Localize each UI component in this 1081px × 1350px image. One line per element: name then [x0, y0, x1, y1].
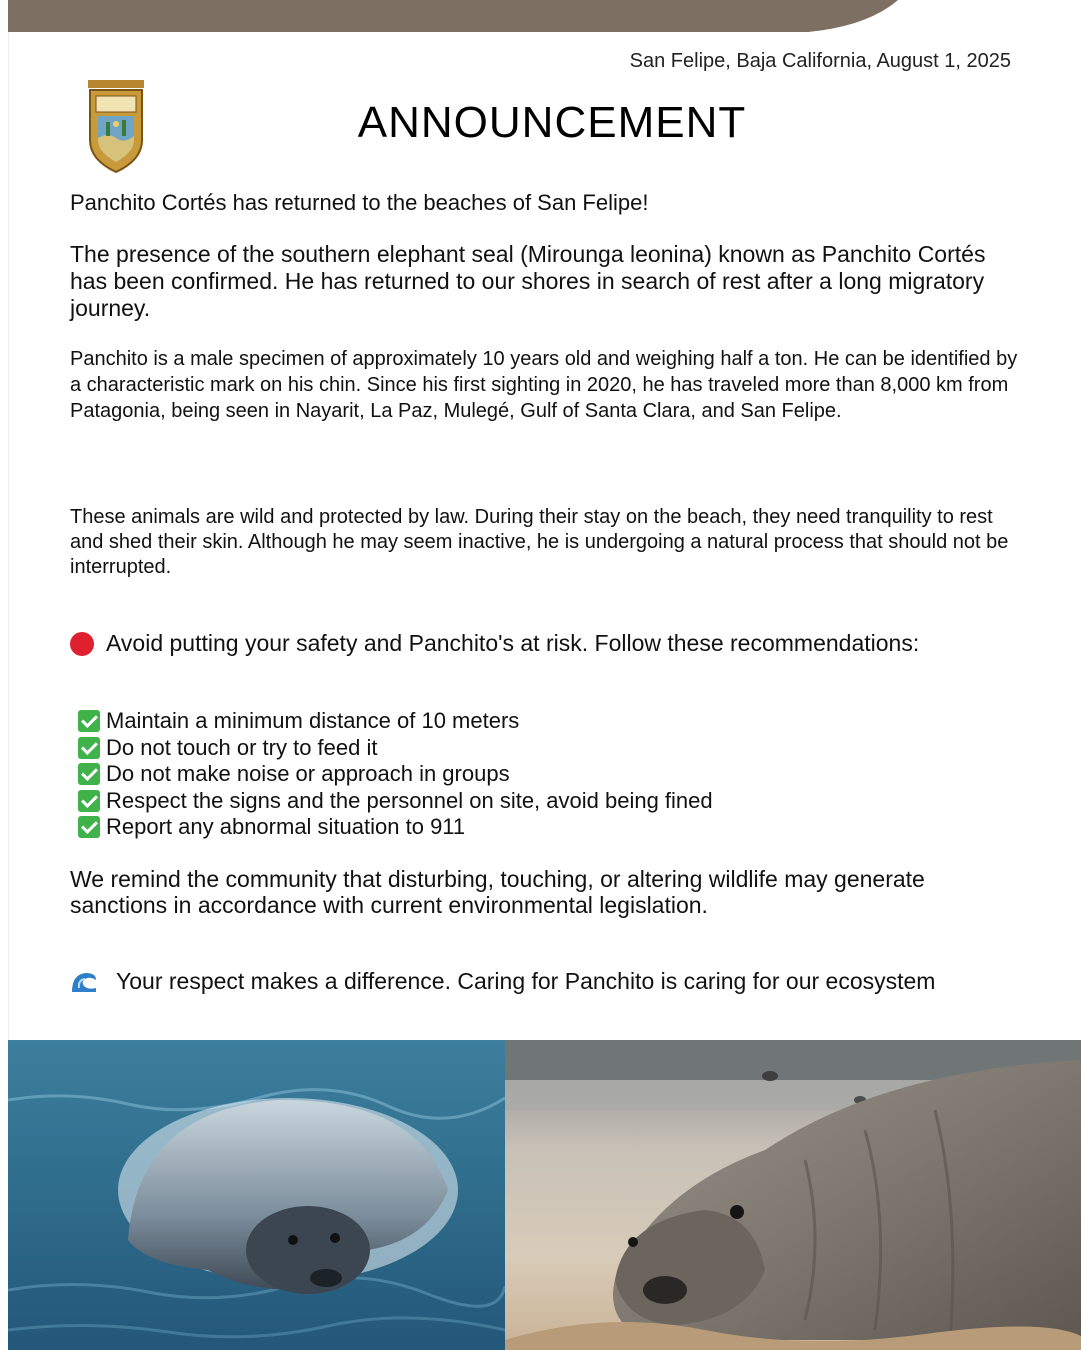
paragraph-presence: The presence of the southern elephant seal (Mirounga leonina) known as Panchito Cortés has been confirmed. He has returned to our shores in search of rest after a long migratory journey.: [70, 241, 986, 321]
headline: Panchito Cortés has returned to the beaches of San Felipe!: [70, 190, 649, 215]
check-mark-icon: [78, 710, 100, 732]
warning-text: Avoid putting your safety and Panchito's at risk. Follow these recommendations:: [106, 630, 920, 656]
closing-text: Your respect makes a difference. Caring for Panchito is caring for our ecosystem: [116, 968, 936, 994]
recommendations-list: [78, 708, 713, 841]
check-mark-icon: [78, 790, 100, 812]
list-item: Respect the signs and the personnel on site, avoid being fined: [78, 788, 713, 815]
check-mark-icon: [78, 737, 100, 759]
list-item: Report any abnormal situation to 911: [78, 814, 713, 841]
place-date: San Felipe, Baja California, August 1, 2025: [629, 50, 1011, 72]
top-decorative-bar: [8, 0, 898, 32]
closing-line: [70, 968, 935, 995]
check-mark-icon: [78, 763, 100, 785]
list-item: Do not touch or try to feed it: [78, 735, 713, 762]
paragraph-specimen: Panchito is a male specimen of approximately 10 years old and weighing half a ton. He can be identified by a characteristic mark on his chin. Since his first sighting in 2020, he has traveled more than 8,000 km from Patagonia, being seen in Nayarit, La Paz, Mulegé, Gulf of Santa Clara, and San Felipe.: [70, 348, 1018, 422]
page-title: ANNOUNCEMENT: [357, 98, 747, 147]
seal-on-beach-photo: [505, 1040, 1081, 1350]
wave-icon: [70, 970, 98, 994]
warning-line: [70, 630, 919, 657]
check-mark-icon: [78, 816, 100, 838]
seal-in-water-photo: [8, 1040, 505, 1350]
list-item: Maintain a minimum distance of 10 meters: [78, 708, 713, 735]
list-item: Do not make noise or approach in groups: [78, 761, 713, 788]
paragraph-wild-animals: These animals are wild and protected by law. During their stay on the beach, they need tranquility to rest and shed their skin. Although he may seem inactive, he is undergoing a natural process that should not be interrupted.: [70, 506, 1009, 578]
paragraph-reminder: We remind the community that disturbing, touching, or altering wildlife may generate sanctions in accordance with current environmental legislation.: [70, 866, 925, 918]
red-circle-icon: [70, 632, 94, 656]
